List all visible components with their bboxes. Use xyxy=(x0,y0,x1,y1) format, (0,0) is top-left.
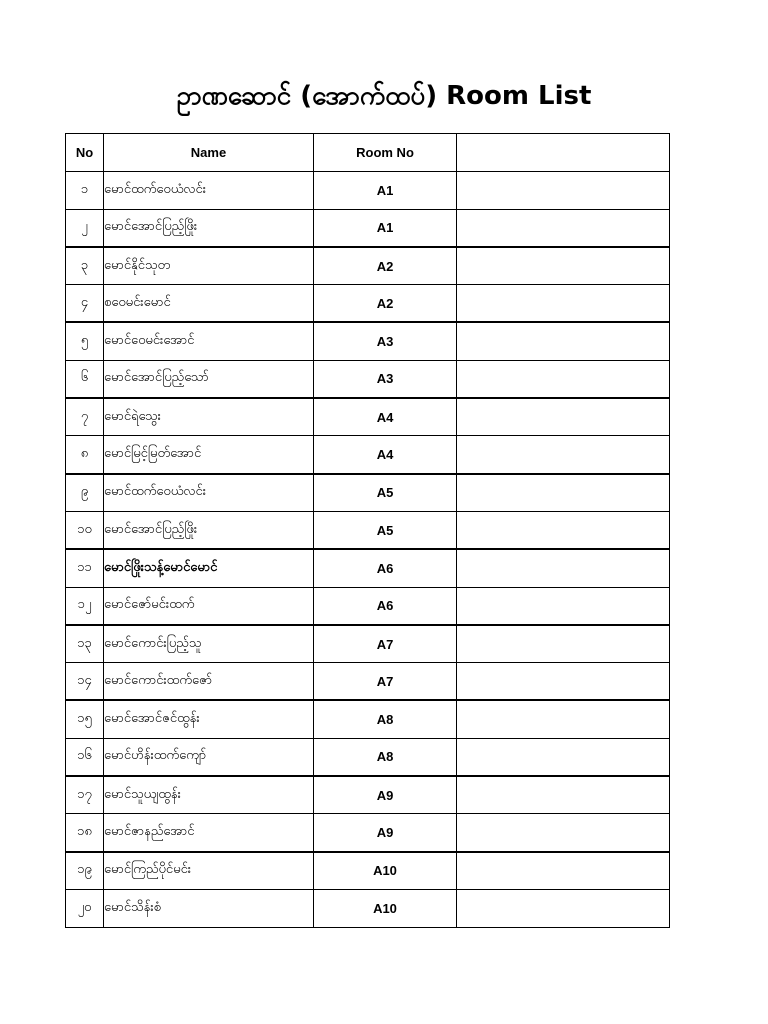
table-row xyxy=(66,587,670,625)
student-name: မောင်ထက်ဝေယံလင်း xyxy=(104,474,314,512)
table-row xyxy=(66,814,670,852)
student-name: မောင်သိန်းစံ xyxy=(104,889,314,927)
table-row xyxy=(66,247,670,285)
blank-cell xyxy=(457,474,670,512)
student-name: စဝေမင်းမောင် xyxy=(104,285,314,323)
table-row xyxy=(66,285,670,323)
blank-cell xyxy=(457,549,670,587)
blank-cell xyxy=(457,587,670,625)
row-number: ၆ xyxy=(66,360,104,398)
room-list-table xyxy=(65,133,670,928)
row-number: ၉ xyxy=(66,474,104,512)
student-name: မောင်အောင်ဇင်ထွန်း xyxy=(104,700,314,738)
student-name: မောင်အောင်ပြည့်ဖြိုး xyxy=(104,511,314,549)
room-number: A1 xyxy=(314,171,457,209)
blank-cell xyxy=(457,360,670,398)
row-number: ၂ xyxy=(66,209,104,247)
room-number: A3 xyxy=(314,322,457,360)
room-number: A10 xyxy=(314,852,457,890)
room-number: A4 xyxy=(314,398,457,436)
table-row xyxy=(66,398,670,436)
room-number: A7 xyxy=(314,625,457,663)
blank-cell xyxy=(457,738,670,776)
room-number: A2 xyxy=(314,247,457,285)
table-row xyxy=(66,663,670,701)
room-number: A2 xyxy=(314,285,457,323)
room-number: A9 xyxy=(314,776,457,814)
row-number: ၈ xyxy=(66,436,104,474)
row-number: ၁၉ xyxy=(66,852,104,890)
table-row xyxy=(66,549,670,587)
column-header-no: No xyxy=(66,134,104,172)
blank-cell xyxy=(457,171,670,209)
room-number: A6 xyxy=(314,587,457,625)
row-number: ၁၄ xyxy=(66,663,104,701)
row-number: ၁၂ xyxy=(66,587,104,625)
room-number: A5 xyxy=(314,474,457,512)
blank-cell xyxy=(457,889,670,927)
page-title: ဥာဏဆောင် (အောက်ထပ်) Room List xyxy=(176,81,592,111)
room-number: A10 xyxy=(314,889,457,927)
row-number: ၃ xyxy=(66,247,104,285)
table-row xyxy=(66,852,670,890)
blank-cell xyxy=(457,285,670,323)
blank-cell xyxy=(457,247,670,285)
student-name: မောင်ဖြိုးသန့်မောင်မောင် xyxy=(104,549,314,587)
room-number: A9 xyxy=(314,814,457,852)
row-number: ၁၃ xyxy=(66,625,104,663)
row-number: ၁၅ xyxy=(66,700,104,738)
blank-cell xyxy=(457,663,670,701)
room-number: A5 xyxy=(314,511,457,549)
row-number: ၁၁ xyxy=(66,549,104,587)
student-name: မောင်ကြည်ပိုင်မင်း xyxy=(104,852,314,890)
blank-cell xyxy=(457,398,670,436)
table-row xyxy=(66,322,670,360)
column-header-room-no: Room No xyxy=(314,134,457,172)
room-number: A7 xyxy=(314,663,457,701)
row-number: ၇ xyxy=(66,398,104,436)
student-name: မောင်နိုင်သုတ xyxy=(104,247,314,285)
student-name: မောင်ဝေမင်းအောင် xyxy=(104,322,314,360)
column-header-name: Name xyxy=(104,134,314,172)
table-row xyxy=(66,625,670,663)
blank-cell xyxy=(457,511,670,549)
student-name: မောင်သူယျထွန်း xyxy=(104,776,314,814)
table-row xyxy=(66,511,670,549)
student-name: မောင်ဇာနည်အောင် xyxy=(104,814,314,852)
row-number: ၁၈ xyxy=(66,814,104,852)
table-row xyxy=(66,474,670,512)
room-number: A3 xyxy=(314,360,457,398)
row-number: ၂၀ xyxy=(66,889,104,927)
blank-cell xyxy=(457,776,670,814)
blank-cell xyxy=(457,700,670,738)
blank-cell xyxy=(457,436,670,474)
room-number: A6 xyxy=(314,549,457,587)
row-number: ၁၇ xyxy=(66,776,104,814)
table-row xyxy=(66,776,670,814)
row-number: ၁၀ xyxy=(66,511,104,549)
table-row xyxy=(66,738,670,776)
row-number: ၁ xyxy=(66,171,104,209)
row-number: ၁၆ xyxy=(66,738,104,776)
student-name: မောင်ဟိန်းထက်ကျော် xyxy=(104,738,314,776)
column-header-blank xyxy=(457,134,670,172)
room-number: A1 xyxy=(314,209,457,247)
row-number: ၄ xyxy=(66,285,104,323)
student-name: မောင်ဇော်မင်းထက် xyxy=(104,587,314,625)
blank-cell xyxy=(457,209,670,247)
table-row xyxy=(66,889,670,927)
student-name: မောင်အောင်ပြည့်သော် xyxy=(104,360,314,398)
table-row xyxy=(66,209,670,247)
blank-cell xyxy=(457,322,670,360)
student-name: မောင်ရဲသွေး xyxy=(104,398,314,436)
room-number: A8 xyxy=(314,700,457,738)
student-name: မောင်အောင်ပြည့်ဖြိုး xyxy=(104,209,314,247)
student-name: မောင်ကောင်းပြည့်သူ xyxy=(104,625,314,663)
table-header-row xyxy=(66,134,670,172)
room-number: A8 xyxy=(314,738,457,776)
room-number: A4 xyxy=(314,436,457,474)
table-row xyxy=(66,171,670,209)
table-row xyxy=(66,360,670,398)
blank-cell xyxy=(457,625,670,663)
table-row xyxy=(66,700,670,738)
student-name: မောင်မြင့်မြတ်အောင် xyxy=(104,436,314,474)
student-name: မောင်ကောင်းထက်ဇော် xyxy=(104,663,314,701)
student-name: မောင်ထက်ဝေယံလင်း xyxy=(104,171,314,209)
blank-cell xyxy=(457,852,670,890)
blank-cell xyxy=(457,814,670,852)
table-row xyxy=(66,436,670,474)
row-number: ၅ xyxy=(66,322,104,360)
